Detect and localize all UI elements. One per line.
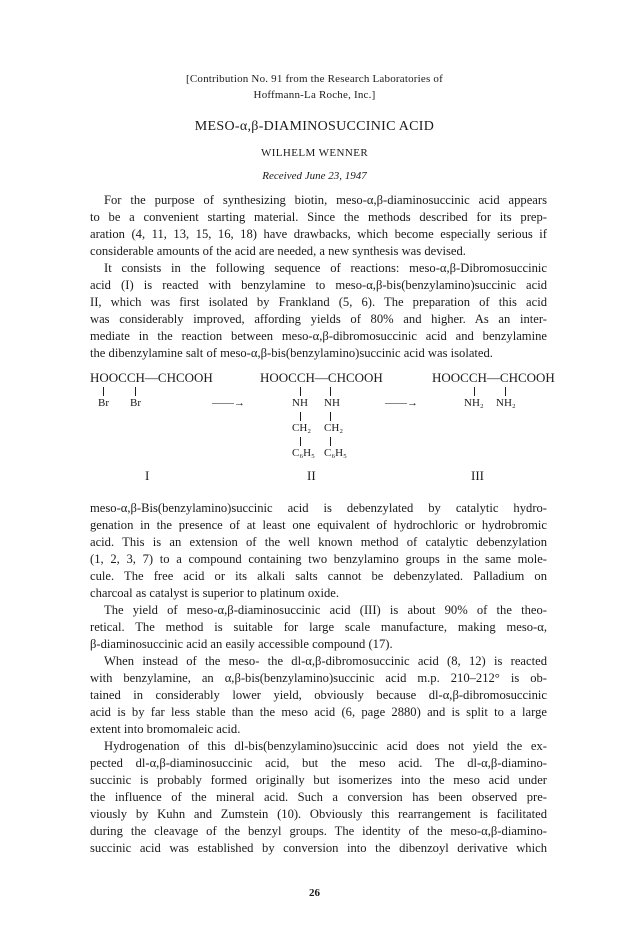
- text-line: retical. The method is suitable for large scale manufacture, making meso-α,: [90, 620, 547, 634]
- text-line: genation in the presence of at least one equivalent of hydrochloric or hydrobromic: [90, 518, 547, 532]
- bond-line: [330, 387, 331, 396]
- text-line: viously by Kuhn and Zumstein (10). Obviously this rearrangement is facilitated: [90, 807, 547, 821]
- text-line: acid. This is an extension of the well known method of catalytic debenzylation: [90, 535, 547, 549]
- compound-II-phenyl: C₆H₅: [324, 447, 347, 459]
- bond-line: [103, 387, 104, 396]
- bond-line: [330, 437, 331, 446]
- bond-line: [300, 437, 301, 446]
- compound-I-substituent: Br: [130, 397, 141, 409]
- text-line: considerable amounts of the acid are needed, a new synthesis was devised.: [90, 244, 466, 258]
- compound-I-substituent: Br: [98, 397, 109, 409]
- reaction-arrow: ——→: [385, 397, 418, 409]
- text-line: the dibenzylamine salt of meso-α,β-bis(benzylamino)succinic acid was isolated.: [90, 346, 493, 360]
- reaction-arrow: ——→: [212, 397, 245, 409]
- contribution-header: [Contribution No. 91 from the Research Laboratories of: [185, 73, 443, 85]
- received-date: Received June 23, 1947: [262, 170, 367, 182]
- text-line: during the cleavage of the benzyl groups. The identity of the meso-α,β-diamino-: [90, 824, 547, 838]
- text-line: meso-α,β-Bis(benzylamino)succinic acid is debenzylated by catalytic hydro-: [90, 501, 547, 515]
- compound-II-methylene: CH₂: [324, 422, 344, 434]
- bond-line: [330, 412, 331, 421]
- text-line: succinic acid was established by conversion into the dibenzoyl derivative which: [90, 841, 547, 855]
- text-line: (1, 2, 3, 7) to a compound containing two benzylamino groups in the same mole-: [90, 552, 547, 566]
- compound-label-II: II: [307, 468, 316, 483]
- text-line: aration (4, 11, 13, 15, 16, 18) have drawbacks, which become especially serious if: [90, 227, 547, 241]
- text-line: For the purpose of synthesizing biotin, meso-α,β-diaminosuccinic acid appears: [104, 193, 547, 207]
- text-line: tained in considerably lower yield, obviously because dl-α,β-dibromosuccinic: [90, 688, 547, 702]
- bond-line: [300, 412, 301, 421]
- text-line: cule. The free acid or its alkali salts cannot be debenzylated. Palladium on: [90, 569, 547, 583]
- reaction-scheme: [0, 370, 629, 485]
- paper-title: MESO-α,β-DIAMINOSUCCINIC ACID: [194, 119, 435, 134]
- text-line: extent into bromomaleic acid.: [90, 722, 241, 736]
- text-line: the influence of the mineral acid. Such a conversion has been observed pre-: [90, 790, 547, 804]
- contribution-header-affiliation: Hoffmann-La Roche, Inc.]: [253, 89, 376, 101]
- text-line: acid is by far less stable than the meso acid (6, page 2880) and is split to a large: [90, 705, 547, 719]
- text-line: It consists in the following sequence of reactions: meso-α,β-Dibromosuccinic: [104, 261, 547, 275]
- page-number: 26: [309, 887, 320, 899]
- compound-II-formula: HOOCCH—CHCOOH: [260, 370, 383, 385]
- bond-line: [135, 387, 136, 396]
- bond-line: [505, 387, 506, 396]
- text-line: succinic is probably formed originally but isomerizes into the meso acid under: [90, 773, 547, 787]
- bond-line: [474, 387, 475, 396]
- text-line: Hydrogenation of this dl-bis(benzylamino)succinic acid does not yield the ex-: [104, 739, 547, 753]
- text-line: II, which was first isolated by Frankland (5, 6). The preparation of this acid: [90, 295, 547, 309]
- text-line: pected dl-α,β-diaminosuccinic acid, but the meso acid. The dl-α,β-diamino-: [90, 756, 547, 770]
- text-line: acid (I) is reacted with benzylamine to meso-α,β-bis(benzylamino)succinic acid: [90, 278, 547, 292]
- compound-II-phenyl: C₆H₅: [292, 447, 315, 459]
- text-line: with benzylamine, an α,β-bis(benzylamino)succinic acid m.p. 210–212° is ob-: [90, 671, 547, 685]
- author-name: WILHELM WENNER: [260, 147, 369, 159]
- compound-III-formula: HOOCCH—CHCOOH: [432, 370, 555, 385]
- text-line: to be a convenient starting material. Since the methods described for its prep-: [90, 210, 547, 224]
- text-line: When instead of the meso- the dl-α,β-dibromosuccinic acid (8, 12) is reacted: [104, 654, 547, 668]
- text-line: The yield of meso-α,β-diaminosuccinic acid (III) is about 90% of the theo-: [104, 603, 547, 617]
- bond-line: [300, 387, 301, 396]
- compound-II-methylene: CH₂: [292, 422, 312, 434]
- compound-I-formula: HOOCCH—CHCOOH: [90, 370, 213, 385]
- compound-III-amine: NH₂: [496, 397, 516, 409]
- compound-label-III: III: [471, 468, 484, 483]
- text-line: was considerably improved, affording yields of 80% and higher. As an inter-: [90, 312, 547, 326]
- text-line: charcoal as catalyst is superior to platinum oxide.: [90, 586, 340, 600]
- text-line: β-diaminosuccinic acid an easily accessible compound (17).: [90, 637, 393, 651]
- compound-label-I: I: [145, 468, 150, 483]
- compound-II-amine: NH: [292, 397, 308, 409]
- compound-III-amine: NH₂: [464, 397, 484, 409]
- text-line: mediate in the reaction between meso-α,β-dibromosuccinic acid and benzylamine: [90, 329, 547, 343]
- compound-II-amine: NH: [324, 397, 340, 409]
